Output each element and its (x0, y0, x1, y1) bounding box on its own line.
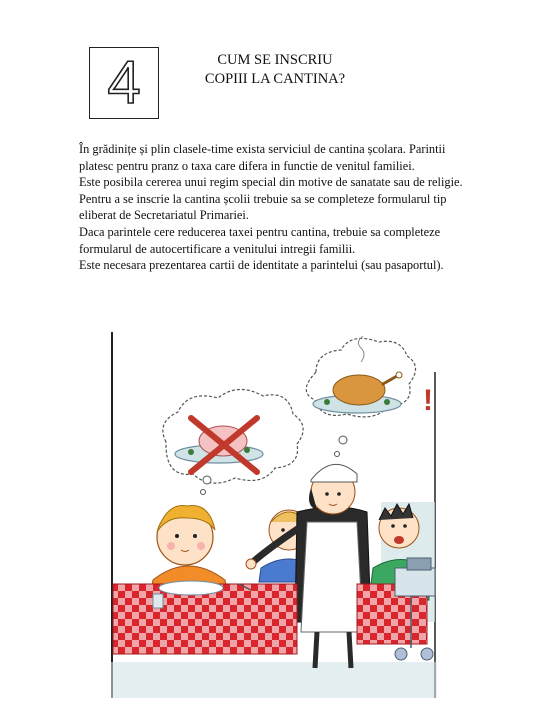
paragraph-special-diet: Este posibila cererea unui regim special din motive de sanatate sau de religie. (79, 175, 463, 190)
paragraph-fee-reduction: Daca parintele cere reducerea taxei pentru cantina, trebuie sa completeze formularul de autocertificare a venitului intregii familii. (79, 224, 441, 256)
thought-bubble-roast-chicken (306, 336, 433, 457)
paragraph-fees: În grădinițe și plin clasele-time exista serviciul de cantina școlara. Parintii platesc pentru pranz o taxa care difera in functie de venitul familiei. (79, 142, 446, 173)
paragraph-registration: Pentru a se inscrie la cantina școlii trebuie sa se completeze formularul tip eliberat de Secretariatul Primariei. (79, 191, 447, 223)
step-number-box (89, 47, 159, 119)
canteen-illustration (111, 332, 437, 698)
page-title (170, 51, 380, 89)
paragraph-id-required: Este necesara prezentarea cartii de identitate a parintelui (sau pasaportul). (79, 258, 444, 273)
table-left (113, 581, 297, 654)
title-line-1: CUM SE INSCRIU (217, 52, 333, 68)
exclamation-mark: ! (423, 384, 433, 417)
thought-bubble-forbidden-food (163, 389, 303, 494)
body-text (79, 141, 469, 274)
step-number: 4 (107, 49, 141, 116)
title-line-2: COPIII LA CANTINA? (204, 71, 346, 87)
